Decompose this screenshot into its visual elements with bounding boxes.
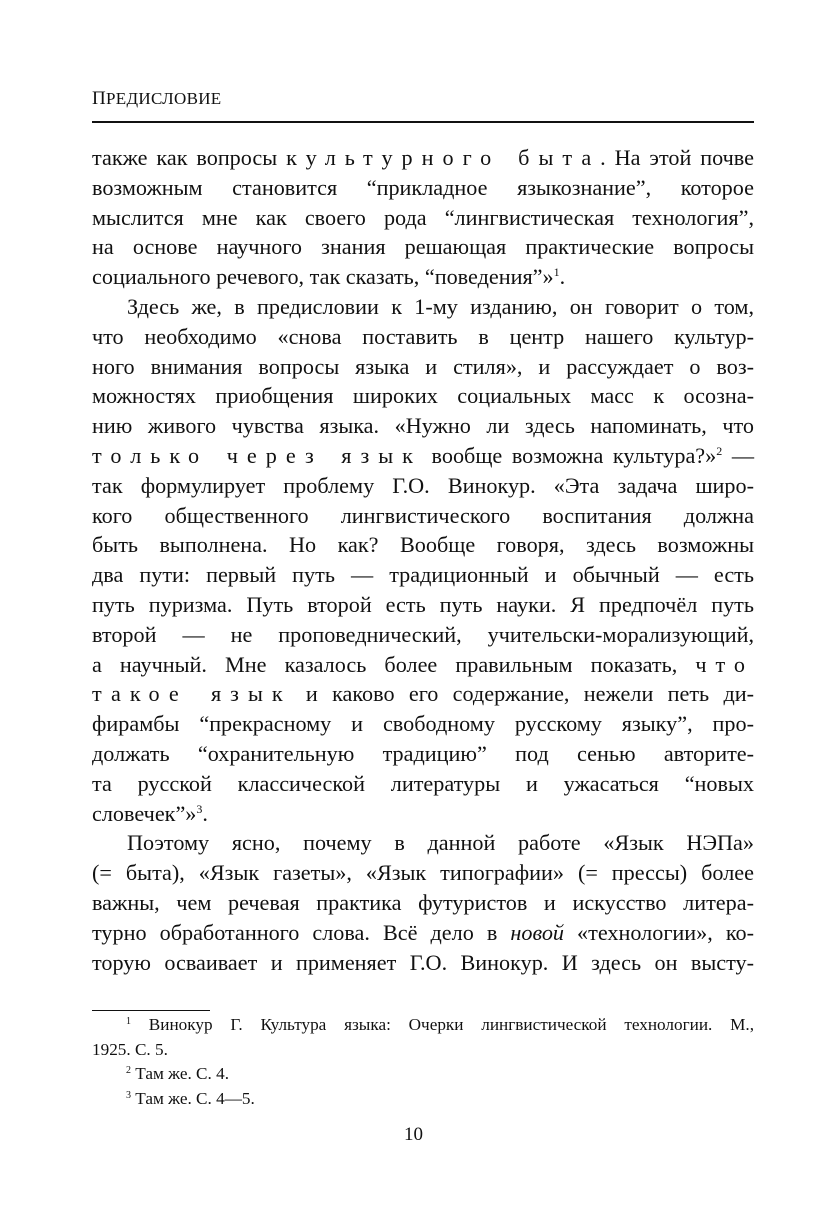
text-line: социального речевого, так сказать, “поведения”»$^1$.: [92, 264, 566, 290]
footnote-ref-3: 3: [196, 801, 203, 816]
footnote-1: $^1$ Винокур Г. Культура языка: Очерки лингвистической технологии. М.,: [126, 1015, 754, 1034]
text-line: важны, чем речевая практика футуристов и искусство литера-: [92, 889, 754, 915]
header-rule: [92, 121, 754, 123]
text-line: ного внимания вопросы языка и стиля», и рассуждает о воз-: [92, 353, 754, 379]
spaced-emphasis: что: [695, 651, 754, 677]
paragraph-start: Здесь же, в предисловии к 1-му изданию, он говорит о том,: [127, 293, 754, 319]
footnote-3: $^3$ Там же. С. 4—5.: [126, 1088, 255, 1108]
running-head-initial: П: [92, 88, 107, 109]
text-line: такое язык и каково его содержание, нежели петь ди-: [92, 681, 755, 707]
text-line: а научный. Мне казалось более правильным показать, что: [92, 651, 754, 677]
text-line: так формулирует проблему Г.О. Винокур. «Эта задача широ-: [92, 472, 754, 498]
text-line: что необходимо «снова поставить в центр нашего культур-: [92, 323, 754, 349]
footnote-2: $^2$ Там же. С. 4.: [126, 1064, 229, 1084]
text-line: должать “охранительную традицию” под сенью авторите-: [92, 740, 754, 766]
text-line: кого общественного лингвистического воспитания должна: [92, 502, 754, 528]
text-line: также как вопросы культурного быта. На этой почве: [92, 145, 754, 170]
footnotes: [92, 1013, 754, 1111]
text-line: второй — не проповеднический, учительски-морализующий,: [92, 621, 754, 647]
page-number: 10: [404, 1124, 423, 1145]
main-text: [92, 143, 754, 977]
paragraph-start: Поэтому ясно, почему в данной работе «Язык НЭПа»: [127, 830, 754, 856]
spaced-emphasis: такое язык: [92, 681, 292, 707]
text-line: (= быта), «Язык газеты», «Язык типографии» (= прессы) более: [92, 860, 754, 886]
text-line: можностях приобщения широких социальных масс к осозна-: [92, 383, 754, 409]
text-line: словечек”»$^3$.: [92, 800, 208, 826]
text-line: быть выполнена. Но как? Вообще говоря, здесь возможны: [92, 532, 754, 558]
text-line: торую осваивает и применяет Г.О. Винокур. И здесь он высту-: [92, 949, 754, 975]
footnote-1-continued: 1925. С. 5.: [92, 1039, 168, 1059]
spaced-emphasis: только через язык: [92, 442, 422, 468]
spaced-emphasis: культурного быта: [286, 145, 601, 170]
text-line: мыслится мне как своего рода “лингвистическая технология”,: [92, 204, 754, 230]
footnote-rule: [92, 1010, 210, 1011]
text-line: только через язык вообще возможна культура?»$^2$ —: [92, 442, 754, 468]
footnote-ref-2: 2: [716, 443, 723, 458]
text-line: два пути: первый путь — традиционный и обычный — есть: [92, 562, 754, 588]
text-line: фирамбы “прекрасному и свободному русскому языку”, про-: [92, 711, 754, 737]
text-line: турно обработанного слова. Всё дело в новой «технологии», ко-: [92, 919, 754, 945]
italic-emphasis: новой: [510, 919, 565, 945]
footnote-ref-1: 1: [553, 265, 560, 280]
running-head: [92, 88, 221, 110]
text-line: нию живого чувства языка. «Нужно ли здесь напоминать, что: [92, 413, 754, 439]
text-line: возможным становится “прикладное языкознание”, которое: [92, 174, 754, 200]
text-line: та русской классической литературы и ужасаться “новых: [92, 770, 754, 796]
text-line: путь пуризма. Путь второй есть путь науки. Я предпочёл путь: [92, 591, 754, 617]
running-head-rest: РЕДИСЛОВИЕ: [106, 89, 222, 108]
text-line: на основе научного знания решающая практические вопросы: [92, 234, 754, 260]
